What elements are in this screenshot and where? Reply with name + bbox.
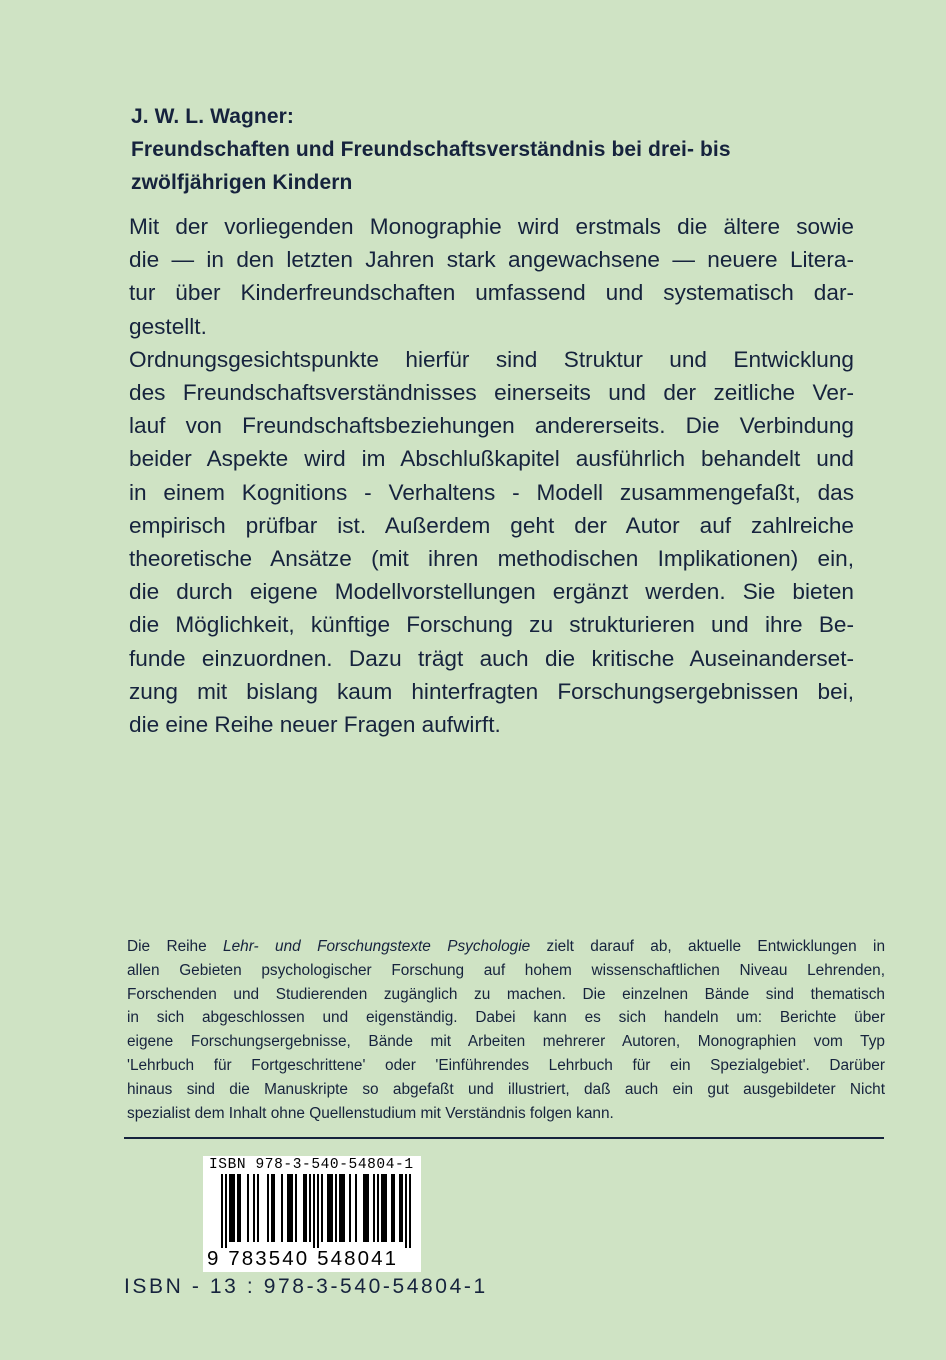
isbn-13-line: ISBN - 13 : 978-3-540-54804-1 (124, 1275, 488, 1298)
barcode-bar (221, 1174, 223, 1248)
barcode-bar (383, 1174, 385, 1242)
barcode-bar (239, 1174, 241, 1242)
series-line: 'Lehrbuch für Fortgeschrittene' oder 'Einführendes Lehrbuch für ein Spezialgebiet'. Darüber (127, 1056, 885, 1074)
abstract-line: gestellt. (129, 313, 207, 339)
barcode-bar (305, 1174, 307, 1242)
divider-rule (124, 1137, 884, 1139)
barcode-bar (287, 1174, 289, 1242)
barcode-bar (339, 1174, 341, 1242)
barcode-bar (399, 1174, 401, 1242)
abstract-line: die Möglichkeit, künftige Forschung zu strukturieren und ihre Be- (129, 612, 854, 638)
barcode-bar (381, 1174, 383, 1242)
barcode-bar (335, 1174, 337, 1242)
barcode-bar (273, 1174, 275, 1242)
book-abstract (129, 210, 854, 741)
barcode-bar (331, 1174, 333, 1242)
abstract-line: die — in den letzten Jahren stark angewachsene — neuere Litera- (129, 247, 854, 273)
barcode-bar (373, 1174, 375, 1242)
abstract-line: Mit der vorliegenden Monographie wird erstmals die ältere sowie (129, 214, 854, 239)
barcode-bar (271, 1174, 273, 1242)
isbn-barcode (203, 1156, 421, 1272)
barcode-bar (281, 1174, 283, 1242)
barcode-bar (343, 1174, 345, 1242)
barcode-bar (391, 1174, 393, 1242)
barcode-bar (309, 1174, 311, 1242)
barcode-bar (231, 1174, 233, 1242)
series-intro-text: Die Reihe (127, 938, 224, 955)
barcode-bar (313, 1174, 315, 1248)
series-line: hinaus sind die Manuskripte so abgefaßt und illustriert, daß auch ein gut ausgebildeter Nicht (127, 1080, 885, 1098)
barcode-bar (267, 1174, 269, 1242)
barcode-bar (367, 1174, 369, 1242)
barcode-bar (321, 1174, 323, 1242)
series-description (127, 935, 885, 1125)
abstract-line: zung mit bislang kaum hinterfragten Forschungsergebnissen bei, (129, 678, 854, 704)
barcode-bar (289, 1174, 291, 1242)
series-line: spezialist dem Inhalt ohne Quellenstudium mit Verständnis folgen kann. (127, 1104, 614, 1122)
barcode-bar (233, 1174, 235, 1242)
barcode-bar (225, 1174, 227, 1248)
book-title-line-1: Freundschaften und Freundschaftsverständnis bei drei- bis (131, 138, 731, 161)
barcode-bars (203, 1174, 421, 1248)
abstract-line: die eine Reihe neuer Fragen aufwirft. (129, 712, 501, 738)
barcode-bar (257, 1174, 259, 1242)
abstract-line: des Freundschaftsverständnisses einerseits und der zeitliche Ver- (129, 380, 854, 406)
series-line: Forschenden und Studierenden zugänglich zu machen. Die einzelnen Bände sind thematisch (127, 985, 885, 1003)
series-line: in sich abgeschlossen und eigenständig. Dabei kann es sich handeln um: Berichte über (127, 1009, 885, 1027)
series-line-1 (127, 935, 885, 959)
abstract-line: tur über Kinderfreundschaften umfassend und systematisch dar- (129, 280, 854, 306)
barcode-bar (295, 1174, 297, 1242)
barcode-bar (327, 1174, 329, 1242)
barcode-bar (385, 1174, 387, 1242)
barcode-bar (349, 1174, 351, 1242)
barcode-bar (341, 1174, 343, 1242)
abstract-line: theoretische Ansätze (mit ihren methodischen Implikationen) ein, (129, 546, 854, 572)
barcode-digits: 9 783540 548041 (207, 1247, 399, 1270)
book-header (131, 100, 851, 199)
abstract-line: in einem Kognitions - Verhaltens - Modell zusammengefaßt, das (129, 479, 854, 505)
series-intro-continuation: zielt darauf ab, aktuelle Entwicklungen in (530, 938, 886, 955)
barcode-bar (363, 1174, 365, 1242)
barcode-bar (393, 1174, 395, 1242)
barcode-bar (237, 1174, 239, 1242)
barcode-bar (405, 1174, 407, 1248)
barcode-bar (229, 1174, 231, 1242)
series-line: allen Gebieten psychologischer Forschung auf hohem wissenschaftlichen Niveau Lehrenden, (127, 961, 885, 979)
abstract-line: Ordnungsgesichtspunkte hierfür sind Struktur und Entwicklung (129, 346, 854, 372)
barcode-isbn-label: ISBN 978-3-540-54804-1 (209, 1157, 414, 1173)
barcode-bar (401, 1174, 403, 1242)
barcode-bar (377, 1174, 379, 1242)
series-line: eigene Forschungsergebnisse, Bände mit Arbeiten mehrerer Autoren, Monographien vom Typ (127, 1033, 885, 1051)
book-title-line-2: zwölfjährigen Kindern (131, 171, 353, 194)
abstract-line: beider Aspekte wird im Abschlußkapitel ausführlich behandelt und (129, 446, 854, 472)
abstract-line: lauf von Freundschaftsbeziehungen andererseits. Die Verbindung (129, 413, 854, 439)
abstract-line: die durch eigene Modellvorstellungen ergänzt werden. Sie bieten (129, 579, 854, 605)
barcode-bar (303, 1174, 305, 1242)
abstract-line: funde einzuordnen. Dazu trägt auch die kritische Auseinanderset- (129, 645, 854, 671)
barcode-bar (247, 1174, 249, 1242)
author-name: J. W. L. Wagner: (131, 105, 294, 128)
barcode-bar (329, 1174, 331, 1242)
barcode-bar (291, 1174, 293, 1242)
abstract-line: empirisch prüfbar ist. Außerdem geht der Autor auf zahlreiche (129, 512, 854, 538)
barcode-bar (365, 1174, 367, 1242)
barcode-bar (253, 1174, 255, 1242)
barcode-bar (317, 1174, 319, 1248)
series-name: Lehr- und Forschungstexte Psychologie (223, 938, 531, 955)
barcode-bar (409, 1174, 411, 1248)
barcode-bar (355, 1174, 357, 1242)
